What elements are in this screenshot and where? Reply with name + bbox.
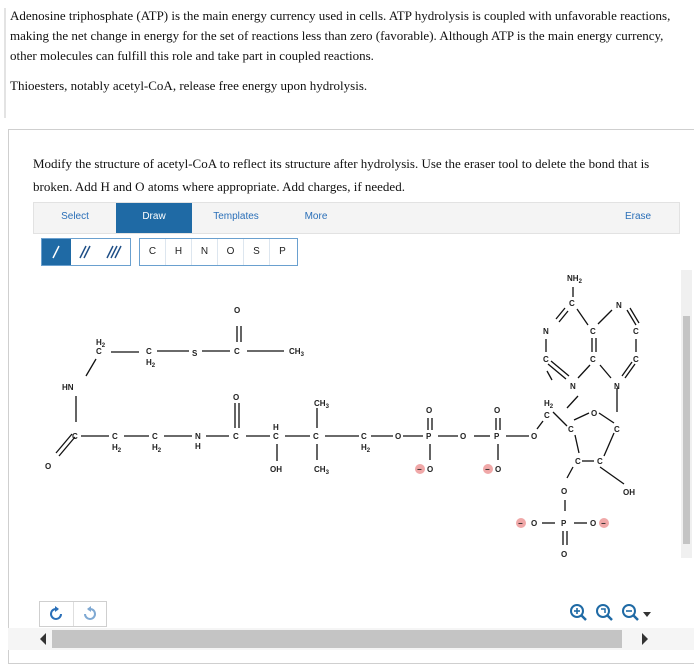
intro-paragraph-2: Thioesters, notably acetyl-CoA, release free energy upon hydrolysis. bbox=[10, 78, 368, 93]
oh-1-label: OH bbox=[270, 465, 282, 474]
o-link3-label: O bbox=[531, 432, 538, 441]
select-tab[interactable]: Select bbox=[61, 211, 89, 222]
ch2-top-label: C bbox=[96, 347, 102, 356]
h-hydroxy-label: H bbox=[273, 423, 279, 432]
charge-minus-p1: − bbox=[417, 465, 422, 474]
horizontal-scrollbar-thumb[interactable] bbox=[52, 630, 622, 648]
c-a-label: C bbox=[112, 432, 118, 441]
hn-label: HN bbox=[62, 383, 74, 392]
vertical-scrollbar-thumb[interactable] bbox=[683, 316, 690, 544]
h2-top-label: $H_2$ bbox=[96, 338, 106, 349]
ch3-down-label: $CH_3$ bbox=[314, 465, 329, 476]
c-8-label: C bbox=[633, 327, 639, 336]
atom-c-button[interactable]: C bbox=[140, 239, 166, 265]
n-7-label: N bbox=[616, 301, 622, 310]
redo-icon bbox=[73, 602, 106, 626]
p2-label: P bbox=[494, 432, 500, 441]
left-edge-line bbox=[4, 8, 6, 118]
zoom-controls bbox=[567, 601, 667, 625]
atom-s-button[interactable]: S bbox=[244, 239, 270, 265]
c-9-label: C bbox=[633, 355, 639, 364]
single-bond-tool[interactable] bbox=[42, 239, 71, 265]
redo-button[interactable] bbox=[73, 602, 106, 626]
editor-toolbar bbox=[33, 202, 680, 234]
o-p3-right-label: O bbox=[590, 519, 597, 528]
o-p2-bottom-label: O bbox=[495, 465, 502, 474]
zoom-reset-icon bbox=[593, 601, 615, 625]
zoom-reset-button[interactable] bbox=[593, 601, 615, 625]
n-1-label: N bbox=[543, 327, 549, 336]
o-amide1-label: O bbox=[45, 462, 52, 471]
o-p1-top-label: O bbox=[426, 406, 433, 415]
zoom-out-button[interactable] bbox=[619, 601, 641, 625]
charge-minus-p3-right: − bbox=[601, 519, 606, 528]
oh-ring-label: OH bbox=[623, 488, 635, 497]
double-bond-tool[interactable] bbox=[71, 239, 100, 265]
charge-markers bbox=[415, 464, 609, 528]
intro-text bbox=[10, 6, 690, 96]
h2-5prime-label: $H_2$ bbox=[544, 399, 554, 410]
c-hydroxy-label: C bbox=[273, 432, 279, 441]
atom-n-button[interactable]: N bbox=[192, 239, 218, 265]
o-amide2-label: O bbox=[233, 393, 240, 402]
zoom-menu-caret[interactable] bbox=[641, 601, 653, 625]
atom-p-button[interactable]: P bbox=[279, 246, 286, 257]
triple-bond-icon bbox=[100, 239, 129, 265]
h2-b-label: $H_2$ bbox=[152, 443, 162, 454]
atom-tools bbox=[139, 238, 298, 266]
c-2-label: C bbox=[543, 355, 549, 364]
intro-paragraph-1: Adenosine triphosphate (ATP) is the main energy currency used in cells. ATP hydrolysis is coupled with unfavorable reactions, making the net change in energy for the set of reactions less than zero (favorable). Although ATP is the main energy currency, other molecules can fulfill this role and take part in coupled reactions. bbox=[10, 8, 671, 63]
ch3-acetyl-label: $CH_3$ bbox=[289, 347, 304, 358]
question-text: Modify the structure of acetyl-CoA to reflect its structure after hydrolysis. Use the eraser tool to delete the bond that is broken. Add H and O atoms where appropriate. Add charges, if needed. bbox=[33, 156, 650, 194]
drawing-canvas[interactable] bbox=[34, 268, 677, 628]
o-link1-label: O bbox=[395, 432, 402, 441]
o-p1-bottom-label: O bbox=[427, 465, 434, 474]
o-top-label: O bbox=[234, 306, 241, 315]
atom-labels bbox=[45, 274, 639, 559]
o-p2-top-label: O bbox=[494, 406, 501, 415]
c-5-label: C bbox=[590, 327, 596, 336]
bond-tools bbox=[41, 238, 131, 266]
single-bond-icon bbox=[42, 239, 71, 265]
scroll-right-icon[interactable] bbox=[640, 632, 650, 646]
draw-tab[interactable]: Draw bbox=[116, 203, 192, 233]
c-methylene-label: C bbox=[361, 432, 367, 441]
charge-minus-p3-left: − bbox=[518, 519, 523, 528]
c-5prime-label: C bbox=[544, 411, 550, 420]
h2-a-label: $H_2$ bbox=[112, 443, 122, 454]
caret-down-icon bbox=[641, 601, 653, 625]
c-ring4-label: C bbox=[597, 457, 603, 466]
o-link2-label: O bbox=[460, 432, 467, 441]
nh2-label: $NH_2$ bbox=[567, 274, 582, 285]
c-ring2-label: C bbox=[614, 425, 620, 434]
s-label: S bbox=[192, 349, 198, 358]
ch3-up-label: $CH_3$ bbox=[314, 399, 329, 410]
erase-button[interactable]: Erase bbox=[624, 211, 652, 222]
c-4-label: C bbox=[590, 355, 596, 364]
o-ring-label: O bbox=[591, 409, 598, 418]
h2-methylene-label: $H_2$ bbox=[361, 443, 371, 454]
zoom-in-icon bbox=[567, 601, 589, 625]
h2-thio-label: $H_2$ bbox=[146, 358, 156, 369]
c-acetyl-label: C bbox=[234, 347, 240, 356]
c-ring1-label: C bbox=[568, 425, 574, 434]
c-b-label: C bbox=[152, 432, 158, 441]
templates-tab[interactable]: Templates bbox=[213, 211, 259, 222]
c-thio-label: C bbox=[146, 347, 152, 356]
o-p3-left-label: O bbox=[531, 519, 538, 528]
n-9-label: N bbox=[614, 382, 620, 391]
c-amine-label: C bbox=[569, 299, 575, 308]
atom-o-button[interactable]: O bbox=[218, 239, 244, 265]
n-amide2-label: N bbox=[195, 432, 201, 441]
undo-redo-group bbox=[39, 601, 107, 627]
c-ring3-label: C bbox=[575, 457, 581, 466]
o-p3-bottom-label: O bbox=[561, 550, 568, 559]
zoom-out-icon bbox=[619, 601, 641, 625]
c-amide2-label: C bbox=[233, 432, 239, 441]
charge-minus-p2: − bbox=[485, 465, 490, 474]
undo-button[interactable] bbox=[40, 602, 74, 626]
c-quat-label: C bbox=[313, 432, 319, 441]
p3-label: P bbox=[561, 519, 567, 528]
atom-h-button[interactable]: H bbox=[166, 239, 192, 265]
double-bond-icon bbox=[71, 239, 100, 265]
bonds bbox=[56, 287, 639, 545]
h-amide2-label: H bbox=[195, 442, 201, 451]
scroll-left-icon[interactable] bbox=[38, 632, 48, 646]
triple-bond-tool[interactable] bbox=[100, 239, 129, 265]
more-tab[interactable]: More bbox=[304, 211, 328, 222]
n-3-label: N bbox=[570, 382, 576, 391]
p1-label: P bbox=[426, 432, 432, 441]
undo-icon bbox=[40, 602, 73, 626]
o-ring-p-label: O bbox=[561, 487, 568, 496]
zoom-in-button[interactable] bbox=[567, 601, 589, 625]
c-amide1-label: C bbox=[72, 432, 78, 441]
